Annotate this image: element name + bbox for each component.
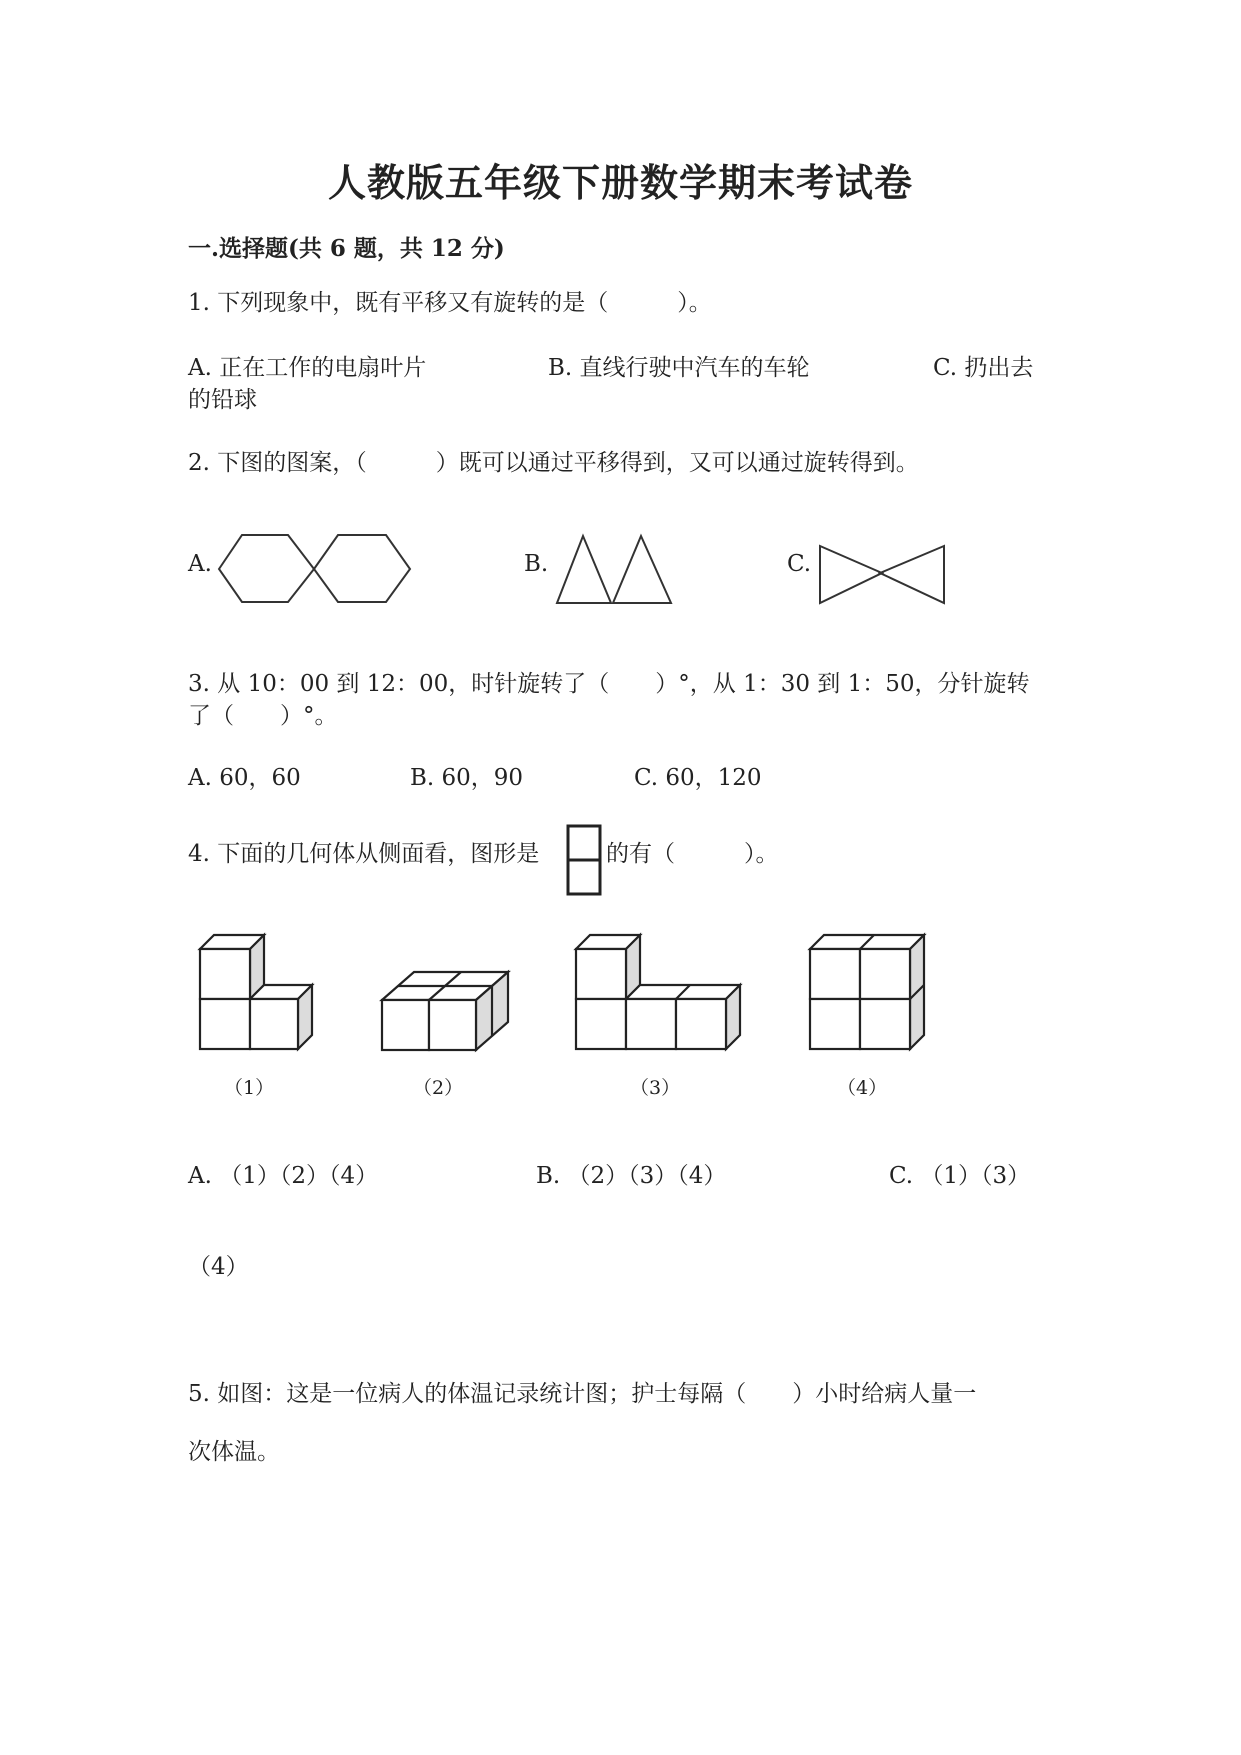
q1-option-b: B. 直线行驶中汽车的车轮 xyxy=(548,355,810,381)
q3-option-a: A. 60，60 xyxy=(188,765,301,791)
section-heading: 一.选择题(共 6 题，共 12 分) xyxy=(188,235,505,262)
q4-option-b: B. （2）（3）（4） xyxy=(536,1163,727,1189)
q4-figure-label-4: （4） xyxy=(837,1077,888,1099)
q4-option-c-continued: （4） xyxy=(188,1254,249,1280)
q2-figure-a-hexagons xyxy=(218,532,414,602)
q5-stem-line1: 5. 如图：这是一位病人的体温记录统计图；护士每隔（ ）小时给病人量一 xyxy=(188,1381,977,1407)
q4-option-c: C. （1）（3） xyxy=(889,1163,1031,1189)
q5-stem-line2: 次体温。 xyxy=(188,1439,280,1465)
q1-option-c-continued: 的铅球 xyxy=(188,387,257,413)
q4-figure-label-2: （2） xyxy=(413,1077,464,1099)
q2-stem: 2. 下图的图案，（ ）既可以通过平移得到，又可以通过旋转得到。 xyxy=(188,450,919,476)
q3-stem-line2: 了（ ）°。 xyxy=(188,703,338,729)
q4-solid-figure-2 xyxy=(380,960,510,1060)
q1-option-c: C. 扔出去 xyxy=(933,355,1034,381)
page-title: 人教版五年级下册数学期末考试卷 xyxy=(327,160,913,205)
q2-option-b: B. xyxy=(524,551,549,577)
q4-stem-pre: 4. 下面的几何体从侧面看，图形是 xyxy=(188,841,540,867)
q3-option-c: C. 60，120 xyxy=(634,765,762,791)
q4-option-a: A. （1）（2）（4） xyxy=(188,1163,379,1189)
q4-side-view-icon xyxy=(566,824,602,896)
q4-figure-label-1: （1） xyxy=(224,1077,275,1099)
q2-figure-c-bowtie xyxy=(818,543,946,605)
q1-stem: 1. 下列现象中，既有平移又有旋转的是（ ）。 xyxy=(188,290,712,316)
q4-solid-figure-3 xyxy=(574,933,744,1053)
q4-figure-label-3: （3） xyxy=(630,1077,681,1099)
q2-option-c: C. xyxy=(787,551,812,577)
q4-solid-figure-4 xyxy=(808,933,928,1053)
q2-figure-b-triangles xyxy=(555,533,675,605)
q3-option-b: B. 60，90 xyxy=(410,765,524,791)
q1-option-a: A. 正在工作的电扇叶片 xyxy=(188,355,427,381)
q4-stem-post: 的有（ ）。 xyxy=(606,841,779,867)
q2-option-a: A. xyxy=(188,551,212,577)
q3-stem-line1: 3. 从 10：00 到 12：00，时针旋转了（ ）°，从 1：30 到 1：50，分针旋转 xyxy=(188,671,1030,697)
q4-solid-figure-1 xyxy=(198,933,318,1053)
